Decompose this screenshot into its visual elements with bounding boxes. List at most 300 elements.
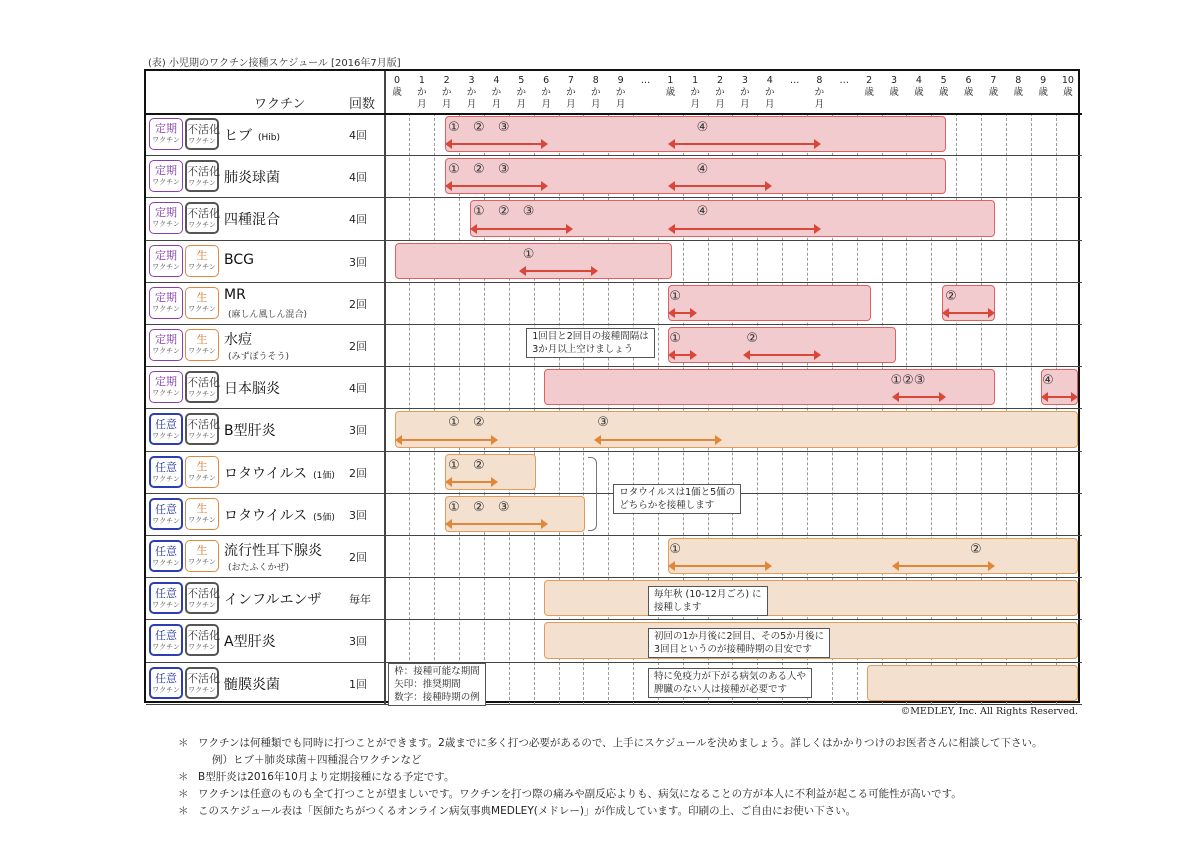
footnote-text: ワクチンは任意のものも全て打つことが望ましいです。ワクチンを打つ際の痛みや副反応よりも、病気になることの方が本人に不利益が起こる可能性が高いです。 xyxy=(198,788,962,800)
recommended-period-arrow xyxy=(472,228,571,230)
badge-label: 生 xyxy=(196,333,208,346)
column-header-char: 2 xyxy=(717,75,724,86)
vaccine-name xyxy=(224,674,280,694)
column-header-char: か xyxy=(814,87,825,99)
badge-sublabel: ワクチン xyxy=(188,601,216,610)
recommended-period-arrow xyxy=(596,439,720,441)
inactivated-vaccine-badge xyxy=(185,202,219,234)
optional-badge xyxy=(149,413,183,445)
routine-badge xyxy=(149,287,183,319)
badge-sublabel: ワクチン xyxy=(152,304,180,313)
column-header-char: 月 xyxy=(417,99,427,111)
inactivated-vaccine-badge xyxy=(185,582,219,614)
annotation-line: 毎年秋 (10-12月ごろ) に xyxy=(653,589,762,601)
column-header-char: 1 xyxy=(418,75,425,86)
column-header-char: 2 xyxy=(866,75,873,86)
recommended-period-arrow xyxy=(1043,396,1076,398)
badge-label: 定期 xyxy=(155,333,177,346)
row-divider xyxy=(146,704,1082,705)
inactivated-vaccine-badge xyxy=(185,160,219,192)
badge-sublabel: ワクチン xyxy=(188,515,216,524)
column-header-char: 歳 xyxy=(864,87,874,99)
recommended-period-arrow xyxy=(521,270,596,272)
column-header xyxy=(660,75,680,99)
badge-sublabel: ワクチン xyxy=(152,178,180,187)
column-header xyxy=(983,75,1003,99)
vaccine-subname: (みずぼうそう) xyxy=(228,352,290,362)
recommended-period-arrow xyxy=(447,481,497,483)
footnote-mark: ＊ xyxy=(178,805,189,817)
column-header xyxy=(1058,75,1078,99)
column-header-char: か xyxy=(466,87,477,99)
column-header-char: 月 xyxy=(740,99,750,111)
row-divider xyxy=(146,366,1082,367)
badge-label: 任意 xyxy=(155,460,177,474)
badge-label: 生 xyxy=(196,501,208,515)
vaccine-name xyxy=(224,329,252,349)
dose-number: ① xyxy=(448,415,460,431)
dose-count: 4回 xyxy=(349,171,367,185)
footnote-mark: ＊ xyxy=(178,788,189,800)
column-header-char: 3 xyxy=(468,75,475,86)
vaccine-name xyxy=(224,125,280,145)
badge-label: 生 xyxy=(196,290,208,304)
vaccine-name-text: 水痘 xyxy=(224,332,252,348)
badge-sublabel: ワクチン xyxy=(188,221,216,230)
badge-sublabel: ワクチン xyxy=(152,220,180,229)
badge-sublabel: ワクチン xyxy=(188,137,216,145)
eligible-period-bar xyxy=(445,116,946,152)
badge-sublabel: ワクチン xyxy=(188,685,216,694)
badge-sublabel: ワクチン xyxy=(188,179,216,188)
dose-count: 2回 xyxy=(349,551,367,564)
recommended-period-arrow xyxy=(670,228,819,230)
column-header-char: 月 xyxy=(441,99,452,111)
badge-sublabel: ワクチン xyxy=(152,685,180,694)
recommended-period-arrow xyxy=(670,143,819,145)
eligible-period-bar xyxy=(445,158,946,194)
column-header xyxy=(437,75,457,112)
badge-label: 不活化 xyxy=(187,123,220,136)
footnote xyxy=(178,786,1078,803)
badge-sublabel: ワクチン xyxy=(188,390,216,399)
dose-number: ① xyxy=(448,457,460,473)
column-header-char: 1 xyxy=(667,75,674,86)
optional-badge xyxy=(149,498,183,530)
badge-sublabel: ワクチン xyxy=(152,516,180,525)
column-header xyxy=(934,75,954,99)
badge-sublabel: ワクチン xyxy=(188,643,216,652)
footnote-mark: ＊ xyxy=(178,771,189,783)
column-header-char: 月 xyxy=(566,99,576,111)
inactivated-vaccine-badge xyxy=(185,371,219,403)
row-divider xyxy=(146,282,1082,283)
column-header-char: 5 xyxy=(518,75,525,86)
recommended-period-arrow xyxy=(894,396,944,398)
dose-number: ③ xyxy=(497,120,510,135)
routine-badge xyxy=(149,245,183,277)
column-header xyxy=(511,75,531,112)
dose-number: ② xyxy=(473,499,485,515)
column-header-char: 6 xyxy=(543,75,550,86)
recommended-period-arrow xyxy=(944,312,994,314)
inactivated-vaccine-badge xyxy=(185,624,219,656)
row-divider xyxy=(146,408,1082,409)
footnote-text: 例）ヒブ＋肺炎球菌＋四種混合ワクチンなど xyxy=(212,754,422,766)
badge-label: 生 xyxy=(196,248,208,262)
dose-count: 2回 xyxy=(349,466,367,480)
vaccine-name xyxy=(224,589,321,609)
vaccine-name xyxy=(224,287,246,303)
column-header xyxy=(486,75,506,112)
eligible-period-bar xyxy=(445,496,586,532)
footnote-text: B型肝炎は2016年10月より定期接種になる予定です。 xyxy=(198,771,455,783)
column-header xyxy=(387,75,407,99)
badge-label: 不活化 xyxy=(187,418,220,432)
vaccine-name-text: インフルエンザ xyxy=(224,592,322,609)
column-header xyxy=(710,75,730,112)
row-divider xyxy=(146,662,1082,663)
routine-badge xyxy=(149,202,183,234)
column-header xyxy=(636,75,656,87)
optional-badge xyxy=(149,540,183,572)
vaccine-name-note: (1価) xyxy=(313,470,335,481)
vaccine-name-text: 髄膜炎菌 xyxy=(224,676,280,693)
footnote-text: ワクチンは何種類でも同時に打つことができます。2歳までに多く打つ必要があるので、上手にスケジュールを決めましょう。詳しくはかかりつけのお医者さんに相談して下さい。 xyxy=(198,737,1043,749)
column-header xyxy=(834,75,854,87)
column-header-char: 5 xyxy=(940,75,947,86)
live-vaccine-badge xyxy=(185,245,219,277)
footnote xyxy=(178,752,1078,769)
badge-sublabel: ワクチン xyxy=(152,347,180,355)
eligible-period-bar xyxy=(544,580,1078,616)
vaccine-name xyxy=(224,252,254,268)
live-vaccine-badge xyxy=(185,329,219,361)
dose-number: ④ xyxy=(696,162,709,178)
dose-count: 毎年 xyxy=(349,593,371,607)
annotation-note xyxy=(648,586,768,616)
recommended-period-arrow xyxy=(670,312,695,314)
column-header xyxy=(809,75,829,112)
vaccine-name xyxy=(224,209,280,229)
badge-label: 生 xyxy=(196,459,208,473)
vaccine-name xyxy=(224,378,280,398)
column-header-char: か xyxy=(491,87,502,99)
dose-count: 1回 xyxy=(349,677,367,691)
row-divider xyxy=(146,451,1082,452)
vaccine-subname: (おたふくかぜ) xyxy=(228,563,290,573)
vaccine-name-text: 四種混合 xyxy=(224,212,280,229)
footnote-mark: ＊ xyxy=(178,737,189,749)
vaccine-name-text: 流行性耳下腺炎 xyxy=(224,543,322,559)
column-header-char: 7 xyxy=(990,75,997,86)
annotation-line: 3回目というのが接種時期の目安です xyxy=(653,644,813,656)
column-header-char: 8 xyxy=(816,75,823,86)
annotation-line: ロタウイルスは1価と5価の xyxy=(619,487,736,499)
row-divider xyxy=(146,113,1082,115)
column-header xyxy=(611,75,631,112)
live-vaccine-badge xyxy=(185,498,219,530)
dose-number: ④ xyxy=(696,204,709,220)
recommended-period-arrow xyxy=(447,185,546,187)
column-header-char: か xyxy=(417,87,427,99)
column-header-char: 月 xyxy=(764,99,775,111)
dose-count: 4回 xyxy=(349,129,367,142)
row-divider xyxy=(146,619,1082,620)
row-divider xyxy=(146,240,1082,241)
column-header xyxy=(859,75,879,99)
dose-number: ① xyxy=(669,331,681,346)
column-header xyxy=(462,75,482,112)
column-header-char: 歳 xyxy=(889,87,899,99)
dose-number: ① xyxy=(669,288,681,304)
column-header xyxy=(884,75,904,99)
badge-label: 任意 xyxy=(155,502,177,516)
dose-number: ③ xyxy=(497,162,510,178)
eligible-period-bar xyxy=(668,285,871,321)
vaccine-name-note: (Hib) xyxy=(258,133,281,143)
column-header-char: 0 xyxy=(393,75,401,86)
column-header xyxy=(536,75,556,112)
badge-label: 定期 xyxy=(155,206,177,220)
row-divider xyxy=(146,155,1082,156)
annotation-line: 矢印：推奨期間 xyxy=(394,679,461,691)
row-divider xyxy=(146,535,1082,536)
column-header-char: 9 xyxy=(617,75,624,86)
column-header-char: 6 xyxy=(965,75,972,86)
annotation-note xyxy=(648,668,812,698)
badge-label: 不活化 xyxy=(187,629,220,643)
vaccine-name-text: ヒブ xyxy=(224,128,252,144)
dose-count: 3回 xyxy=(349,635,367,649)
annotation-line: 数字：接種時期の例 xyxy=(394,692,480,704)
dose-number: ② xyxy=(970,542,982,557)
row-divider xyxy=(146,577,1082,578)
column-header-char: 月 xyxy=(491,99,502,111)
recommended-period-arrow xyxy=(670,354,695,356)
optional-badge xyxy=(149,582,183,614)
badge-sublabel: ワクチン xyxy=(152,136,180,144)
badge-label: 生 xyxy=(196,544,208,557)
column-header xyxy=(561,75,581,112)
column-header-char: 10 xyxy=(1061,75,1074,86)
column-header-char: … xyxy=(640,75,651,86)
badge-sublabel: ワクチン xyxy=(152,474,180,483)
header-vaccine-label: ワクチン xyxy=(254,97,306,112)
inactivated-vaccine-badge xyxy=(185,413,219,445)
column-header-char: … xyxy=(839,75,850,86)
schedule-title: (表) 小児期のワクチン接種スケジュール [2016年7月版] xyxy=(148,58,401,69)
recommended-period-arrow xyxy=(447,143,546,145)
column-header-char: 歳 xyxy=(914,87,924,99)
annotation-line: 特に免疫力が下がる病気のある人や xyxy=(653,670,806,682)
vaccine-name-text: B型肝炎 xyxy=(224,423,276,440)
live-vaccine-badge xyxy=(185,456,219,488)
column-header-char: 1 xyxy=(692,75,699,86)
column-header-char: 4 xyxy=(766,75,773,86)
badge-label: 不活化 xyxy=(187,587,220,601)
count-divider xyxy=(384,71,385,705)
column-header-char: 歳 xyxy=(938,87,949,99)
eligible-period-bar xyxy=(470,200,996,236)
recommended-period-arrow xyxy=(670,565,769,567)
column-header-char: 4 xyxy=(493,75,500,86)
dose-count: 3回 xyxy=(349,424,367,438)
column-header-char: 歳 xyxy=(1013,87,1023,99)
annotation-line: 脾臓のない人は接種が必要です xyxy=(653,683,787,695)
dose-count: 3回 xyxy=(349,255,367,269)
footnote xyxy=(178,803,1078,820)
column-header-char: 2 xyxy=(443,75,450,86)
column-header-char: か xyxy=(764,87,775,99)
badge-sublabel: ワクチン xyxy=(152,559,180,567)
rotavirus-brace xyxy=(588,457,597,531)
vaccine-name-text: MR xyxy=(224,286,246,303)
annotation-line: 1回目と2回目の接種間隔は xyxy=(532,331,649,342)
column-header-char: 3 xyxy=(741,75,748,86)
dose-number: ③ xyxy=(522,204,535,220)
vaccine-name xyxy=(224,540,322,560)
vaccine-name-note: (5価) xyxy=(313,512,335,523)
vaccine-name xyxy=(224,463,335,483)
badge-label: 定期 xyxy=(155,122,177,135)
badge-sublabel: ワクチン xyxy=(152,262,180,271)
column-header xyxy=(685,75,705,112)
column-header-char: 歳 xyxy=(1063,87,1073,99)
footnote-text: このスケジュール表は「医師たちがつくるオンライン病気事典MEDLEY(メドレー)」が作成しています。印刷の上、ご自由にお使い下さい。 xyxy=(198,805,857,817)
column-header-char: 月 xyxy=(615,99,626,111)
column-header-char: 月 xyxy=(591,99,601,111)
column-header xyxy=(1008,75,1028,99)
dose-number: ③ xyxy=(597,415,609,431)
annotation-note xyxy=(526,328,655,358)
column-header-char: 7 xyxy=(567,75,574,86)
eligible-period-bar xyxy=(668,327,896,363)
row-divider xyxy=(146,197,1082,198)
dose-number: ①②③ xyxy=(890,373,926,389)
vaccine-name xyxy=(224,505,335,525)
dose-number: ① xyxy=(669,542,681,557)
badge-sublabel: ワクチン xyxy=(188,473,216,482)
vaccine-name xyxy=(224,167,280,187)
column-header-char: 3 xyxy=(890,75,898,86)
column-header-char: 月 xyxy=(466,99,477,111)
badge-label: 不活化 xyxy=(187,671,220,685)
badge-label: 不活化 xyxy=(187,165,220,179)
dose-number: ④ xyxy=(1042,373,1054,389)
dose-number: ② xyxy=(945,288,957,304)
footnote xyxy=(178,735,1078,752)
routine-badge xyxy=(149,160,183,192)
recommended-period-arrow xyxy=(447,523,546,525)
dose-number: ④ xyxy=(696,120,709,135)
dose-number: ② xyxy=(746,331,758,346)
dose-number: ② xyxy=(497,204,510,220)
dose-number: ③ xyxy=(497,499,510,515)
optional-badge xyxy=(149,667,183,699)
annotation-note xyxy=(613,484,741,514)
column-header-char: か xyxy=(591,87,601,99)
live-vaccine-badge xyxy=(185,287,219,319)
live-vaccine-badge xyxy=(185,540,219,572)
inactivated-vaccine-badge xyxy=(185,667,219,699)
dose-count: 2回 xyxy=(349,297,367,311)
badge-label: 定期 xyxy=(155,248,177,262)
column-header xyxy=(412,75,432,112)
vaccine-name-text: A型肝炎 xyxy=(224,634,276,651)
column-header-char: 歳 xyxy=(665,87,676,99)
recommended-period-arrow xyxy=(894,565,993,567)
column-header-char: か xyxy=(690,87,700,99)
column-header-char: 歳 xyxy=(392,87,402,99)
column-header xyxy=(1033,75,1053,99)
routine-badge xyxy=(149,329,183,361)
eligible-period-bar xyxy=(668,538,1078,574)
eligible-period-bar xyxy=(544,369,995,405)
column-header-char: 月 xyxy=(690,99,700,111)
badge-sublabel: ワクチン xyxy=(188,558,216,566)
recommended-period-arrow xyxy=(397,439,496,441)
optional-badge xyxy=(149,456,183,488)
footnote xyxy=(178,769,1078,786)
badge-sublabel: ワクチン xyxy=(188,347,216,355)
annotation-note xyxy=(648,628,830,658)
column-header-char: か xyxy=(615,87,626,99)
vaccine-name-text: 日本脳炎 xyxy=(224,381,280,398)
badge-sublabel: ワクチン xyxy=(152,643,180,652)
badge-sublabel: ワクチン xyxy=(188,304,216,313)
dose-number: ① xyxy=(448,499,460,515)
vaccine-name xyxy=(224,420,276,440)
recommended-period-arrow xyxy=(745,354,820,356)
column-header-char: 月 xyxy=(541,99,551,111)
badge-label: 不活化 xyxy=(187,376,220,390)
badge-label: 任意 xyxy=(155,545,177,558)
column-header-char: か xyxy=(566,87,576,99)
column-header xyxy=(785,75,805,87)
dose-number: ② xyxy=(473,415,485,431)
column-header-char: 歳 xyxy=(988,87,999,99)
badge-sublabel: ワクチン xyxy=(152,389,180,398)
column-header-char: 8 xyxy=(592,75,599,86)
column-header-char: 歳 xyxy=(963,87,974,99)
column-header xyxy=(586,75,606,112)
badge-label: 定期 xyxy=(155,164,177,178)
dose-number: ① xyxy=(448,120,460,135)
column-header-char: 月 xyxy=(715,99,725,111)
annotation-line: 3か月以上空けましょう xyxy=(532,344,634,355)
column-header xyxy=(959,75,979,99)
column-header-char: 8 xyxy=(1015,75,1022,86)
column-header-char: か xyxy=(516,87,526,99)
badge-sublabel: ワクチン xyxy=(188,432,216,441)
vaccine-name-text: 肺炎球菌 xyxy=(224,170,280,187)
vaccine-name-text: BCG xyxy=(224,251,254,268)
dose-count: 4回 xyxy=(349,213,367,227)
vaccine-name-text: ロタウイルス xyxy=(224,507,308,524)
vaccine-name-text: ロタウイルス xyxy=(224,465,308,482)
annotation-line: 接種します xyxy=(653,602,702,614)
eligible-period-bar xyxy=(867,665,1078,701)
column-header-char: か xyxy=(541,87,551,99)
badge-label: 任意 xyxy=(155,629,177,643)
column-header-char: 4 xyxy=(915,75,922,86)
column-header-char: か xyxy=(740,87,750,99)
dose-number: ② xyxy=(473,120,485,135)
routine-badge xyxy=(149,371,183,403)
dose-count: 4回 xyxy=(349,382,367,396)
column-header-char: … xyxy=(789,75,800,86)
